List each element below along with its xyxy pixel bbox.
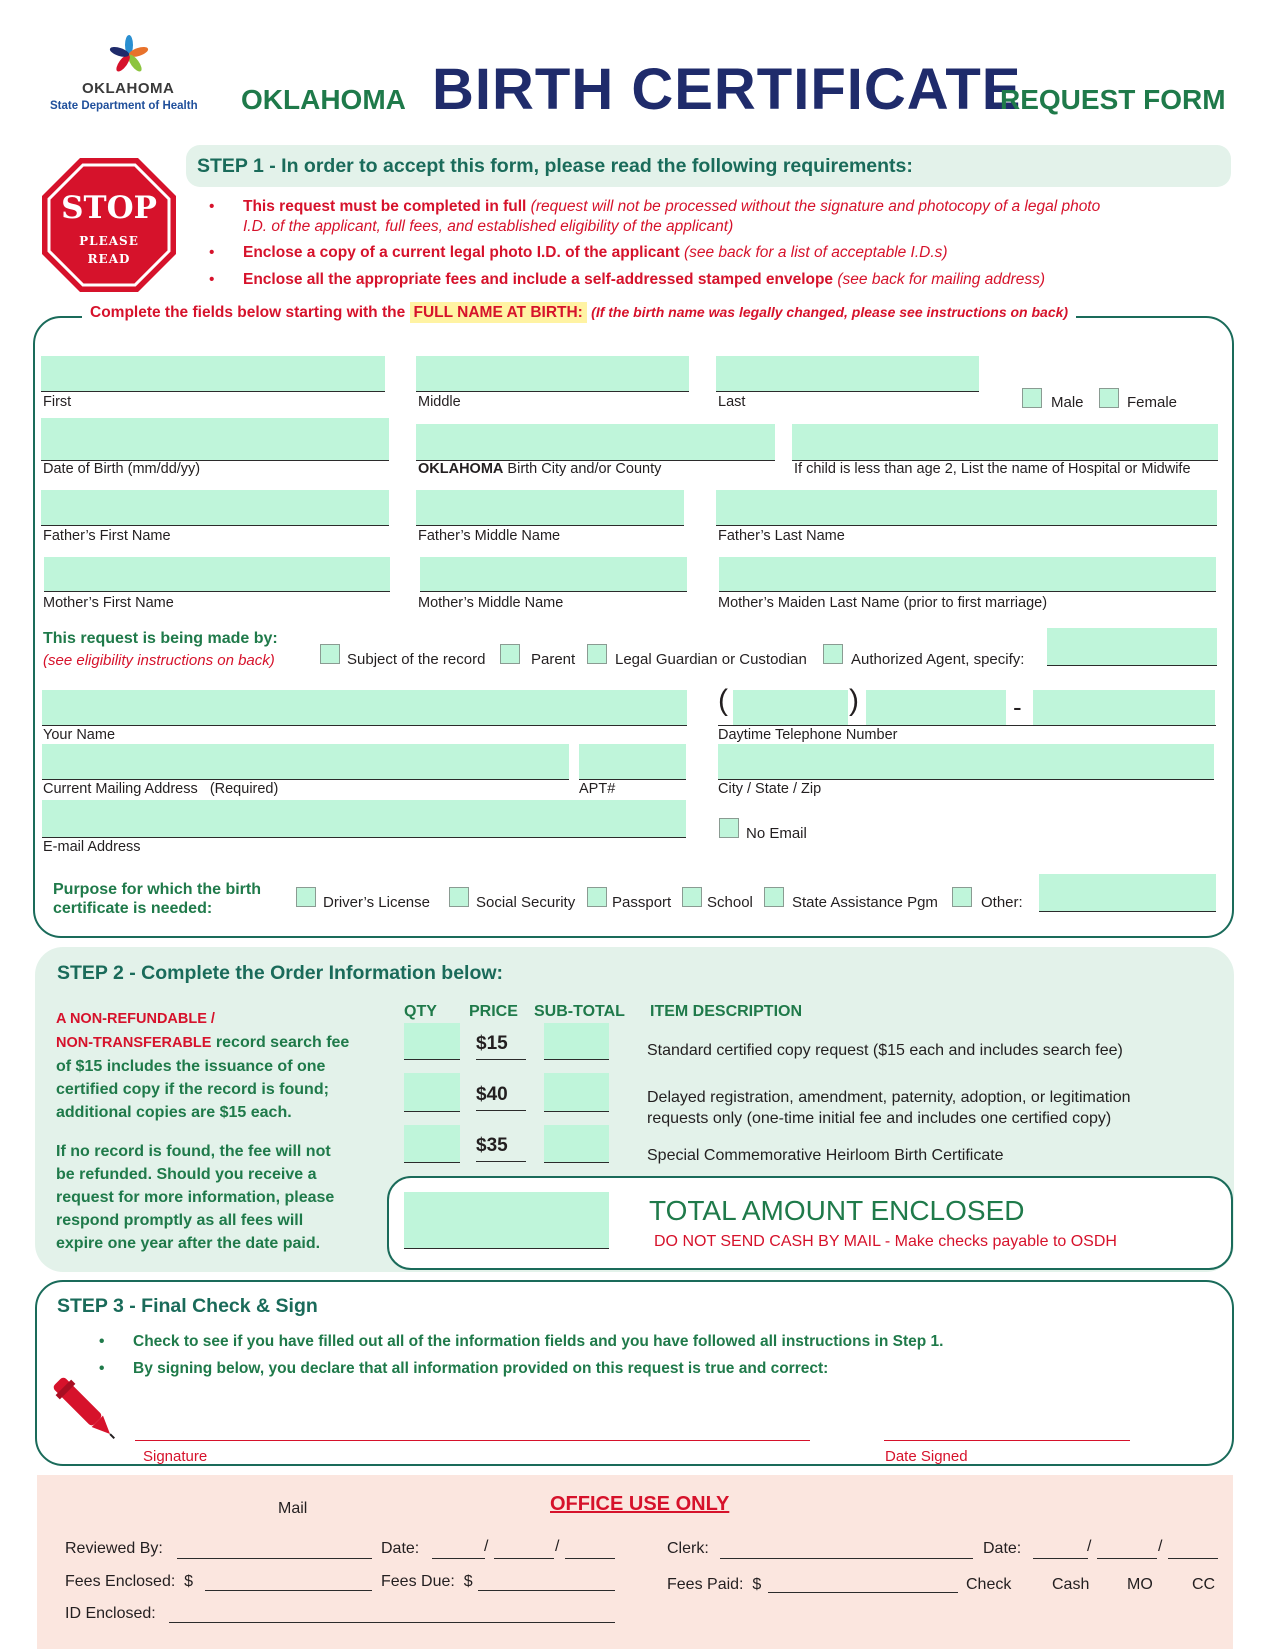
price-1: $15 bbox=[476, 1033, 508, 1054]
ssn-label: Social Security bbox=[476, 894, 576, 911]
agent-specify-field[interactable] bbox=[1047, 628, 1217, 666]
clerk-line[interactable] bbox=[720, 1558, 973, 1559]
dob-label: Date of Birth (mm/dd/yy) bbox=[43, 461, 201, 477]
page-title: BIRTH CERTIFICATE bbox=[432, 57, 1022, 122]
phone-prefix-field[interactable] bbox=[866, 690, 1006, 725]
date-month-line-1[interactable] bbox=[432, 1558, 485, 1559]
purpose-heading: Purpose for which the birth certificate is needed: bbox=[53, 881, 262, 917]
guardian-checkbox[interactable] bbox=[587, 644, 607, 664]
item-desc-1: Standard certified copy request ($15 each and includes search fee) bbox=[647, 1042, 1123, 1059]
reviewed-line[interactable] bbox=[177, 1558, 372, 1559]
city-label: City / State / Zip bbox=[718, 781, 822, 797]
no-email-label: No Email bbox=[746, 825, 807, 842]
date-signed-label: Date Signed bbox=[885, 1448, 968, 1465]
city-field[interactable] bbox=[718, 744, 1214, 780]
requirement-2: • Enclose a copy of a current legal photo I.D. of the applicant (see back for a list of acceptable I.D.s) bbox=[243, 244, 948, 262]
fees-due-label: Fees Due: $ bbox=[381, 1573, 473, 1590]
col-desc: ITEM DESCRIPTION bbox=[650, 1003, 803, 1020]
assistance-checkbox[interactable] bbox=[764, 887, 784, 907]
signature-label: Signature bbox=[143, 1448, 208, 1465]
stop-sub1: PLEASE bbox=[79, 234, 139, 248]
logo bbox=[50, 34, 210, 114]
phone-open-paren: ( bbox=[718, 684, 728, 717]
title-right: REQUEST FORM bbox=[1000, 84, 1226, 115]
request-by-heading: This request is being made by: bbox=[43, 630, 278, 647]
fees-enclosed-label: Fees Enclosed: $ bbox=[65, 1573, 194, 1590]
subtotal-field-3[interactable] bbox=[544, 1125, 609, 1163]
qty-field-2[interactable] bbox=[404, 1073, 460, 1112]
phone-line-field[interactable] bbox=[1033, 690, 1215, 725]
phone-close-paren: ) bbox=[849, 684, 859, 717]
other-label: Other: bbox=[981, 894, 1023, 911]
apt-label: APT# bbox=[579, 781, 616, 797]
first-label: First bbox=[43, 394, 72, 410]
mother-middle-field[interactable] bbox=[420, 557, 687, 592]
other-specify-field[interactable] bbox=[1039, 874, 1216, 912]
date-slash-2a: / bbox=[1087, 1538, 1092, 1555]
requirement-1: • This request must be completed in full (request will not be processed without the signature and photocopy of a legal photo I.D. of the applicant, full fees, and established eligibility of the applicant) bbox=[243, 197, 1203, 237]
request-by-note: (see eligibility instructions on back) bbox=[43, 652, 275, 669]
date-label-2: Date: bbox=[983, 1540, 1022, 1557]
signature-line bbox=[135, 1440, 810, 1441]
address-label: Current Mailing Address (Required) bbox=[43, 781, 279, 797]
assistance-label: State Assistance Pgm bbox=[792, 894, 938, 911]
logo-state-text: OKLAHOMA bbox=[82, 80, 175, 97]
osdh-star-logo-icon bbox=[108, 34, 150, 76]
price-underline-1 bbox=[476, 1059, 526, 1060]
middle-label: Middle bbox=[418, 394, 461, 410]
date-month-line-2[interactable] bbox=[1033, 1558, 1088, 1559]
mail-label: Mail bbox=[278, 1500, 308, 1517]
last-name-field[interactable] bbox=[716, 356, 979, 392]
clerk-label: Clerk: bbox=[667, 1540, 709, 1557]
passport-label: Passport bbox=[612, 894, 672, 911]
father-last-field[interactable] bbox=[716, 490, 1217, 526]
date-day-line-1[interactable] bbox=[494, 1558, 554, 1559]
fees-due-line[interactable] bbox=[478, 1590, 615, 1591]
stop-word: STOP bbox=[61, 190, 157, 226]
last-label: Last bbox=[718, 394, 746, 410]
check-item-2: • By signing below, you declare that all information provided on this request is true and correct: bbox=[133, 1360, 828, 1378]
col-subtotal: SUB-TOTAL bbox=[534, 1003, 625, 1020]
female-label: Female bbox=[1127, 394, 1178, 411]
address-field[interactable] bbox=[42, 744, 569, 780]
mother-maiden-label: Mother’s Maiden Last Name (prior to first marriage) bbox=[718, 595, 1048, 611]
mother-maiden-field[interactable] bbox=[719, 557, 1216, 592]
phone-area-field[interactable] bbox=[733, 690, 848, 725]
subject-checkbox[interactable] bbox=[320, 644, 340, 664]
fees-paid-label: Fees Paid: $ bbox=[667, 1576, 762, 1593]
step2-heading: STEP 2 - Complete the Order Information below: bbox=[57, 962, 504, 984]
male-checkbox[interactable] bbox=[1022, 388, 1042, 408]
birth-city-label: OKLAHOMA Birth City and/or County bbox=[418, 461, 662, 477]
agent-checkbox[interactable] bbox=[823, 644, 843, 664]
male-label: Male bbox=[1051, 394, 1084, 411]
office-title: OFFICE USE ONLY bbox=[550, 1493, 730, 1515]
total-label: TOTAL AMOUNT ENCLOSED bbox=[649, 1195, 1025, 1226]
subject-label: Subject of the record bbox=[347, 651, 486, 668]
phone-label: Daytime Telephone Number bbox=[718, 727, 898, 743]
check-option[interactable]: Check bbox=[966, 1576, 1012, 1593]
hospital-field[interactable] bbox=[792, 424, 1218, 461]
price-underline-3 bbox=[476, 1161, 526, 1162]
your-name-label: Your Name bbox=[43, 727, 116, 743]
other-checkbox[interactable] bbox=[952, 887, 972, 907]
pen-icon bbox=[50, 1370, 122, 1450]
subtotal-field-2[interactable] bbox=[544, 1073, 609, 1112]
date-day-line-2[interactable] bbox=[1097, 1558, 1157, 1559]
qty-field-1[interactable] bbox=[404, 1023, 460, 1060]
cash-option[interactable]: Cash bbox=[1052, 1576, 1090, 1593]
price-underline-2 bbox=[476, 1110, 526, 1111]
agent-label: Authorized Agent, specify: bbox=[851, 651, 1025, 668]
check-item-1: • Check to see if you have filled out all of the information fields and you have followed all instructions in Step 1. bbox=[133, 1333, 943, 1351]
guardian-label: Legal Guardian or Custodian bbox=[615, 651, 807, 668]
mother-first-field[interactable] bbox=[44, 557, 390, 592]
title-left: OKLAHOMA bbox=[241, 84, 406, 115]
school-checkbox[interactable] bbox=[682, 887, 702, 907]
date-slash-1b: / bbox=[555, 1538, 560, 1555]
price-2: $40 bbox=[476, 1084, 508, 1105]
cc-option[interactable]: CC bbox=[1192, 1576, 1216, 1593]
qty-field-3[interactable] bbox=[404, 1125, 460, 1163]
mother-first-label: Mother’s First Name bbox=[43, 595, 174, 611]
school-label: School bbox=[707, 894, 753, 911]
birth-city-field[interactable] bbox=[416, 424, 775, 461]
dob-field[interactable] bbox=[41, 418, 389, 461]
date-year-line-2[interactable] bbox=[1168, 1558, 1218, 1559]
passport-checkbox[interactable] bbox=[587, 887, 607, 907]
your-name-field[interactable] bbox=[42, 690, 687, 726]
stop-sub2: READ bbox=[87, 252, 131, 266]
apt-field[interactable] bbox=[579, 744, 686, 780]
parent-checkbox[interactable] bbox=[500, 644, 520, 664]
price-3: $35 bbox=[476, 1135, 508, 1156]
step1-heading: STEP 1 - In order to accept this form, please read the following requirements: bbox=[197, 155, 913, 177]
fee-note: A NON-REFUNDABLE / NON-TRANSFERABLE record search fee of $15 includes the issuance of one certified copy if the record is found; additional copies are $15 each. bbox=[56, 1011, 350, 1121]
date-year-line-1[interactable] bbox=[565, 1558, 615, 1559]
item-desc-3: Special Commemorative Heirloom Birth Certificate bbox=[647, 1147, 1004, 1164]
stop-sign bbox=[40, 156, 178, 294]
subtotal-field-1[interactable] bbox=[544, 1023, 609, 1060]
id-enclosed-label: ID Enclosed: bbox=[65, 1605, 156, 1622]
father-first-label: Father’s First Name bbox=[43, 528, 171, 544]
email-field[interactable] bbox=[42, 800, 686, 838]
license-checkbox[interactable] bbox=[296, 887, 316, 907]
date-signed-line bbox=[884, 1440, 1130, 1441]
middle-name-field[interactable] bbox=[416, 356, 689, 392]
hospital-label: If child is less than age 2, List the name of Hospital or Midwife bbox=[794, 461, 1191, 477]
requirement-3: • Enclose all the appropriate fees and include a self-addressed stamped envelope (see back for mailing address) bbox=[243, 271, 1045, 289]
license-label: Driver’s License bbox=[323, 894, 430, 911]
date-label-1: Date: bbox=[381, 1540, 420, 1557]
date-slash-1a: / bbox=[484, 1538, 489, 1555]
date-slash-2b: / bbox=[1158, 1538, 1163, 1555]
phone-dash: - bbox=[1013, 692, 1022, 722]
mother-middle-label: Mother’s Middle Name bbox=[418, 595, 564, 611]
logo-dept-text: State Department of Health bbox=[50, 100, 198, 112]
fields-intro: Complete the fields below starting with the FULL NAME AT BIRTH: (If the birth name was legally changed, please see instructions on back) bbox=[82, 304, 1076, 322]
total-field[interactable] bbox=[404, 1192, 609, 1249]
step3-heading: STEP 3 - Final Check & Sign bbox=[57, 1295, 318, 1317]
total-note: DO NOT SEND CASH BY MAIL - Make checks payable to OSDH bbox=[654, 1233, 1117, 1250]
refund-note: If no record is found, the fee will not be refunded. Should you receive a request for more information, please respond promptly as all fees will expire one year after the date paid. bbox=[56, 1143, 335, 1252]
reviewed-label: Reviewed By: bbox=[65, 1540, 163, 1557]
item-desc-2: Delayed registration, amendment, paternity, adoption, or legitimation requests only (one-time initial fee and includes one certified copy) bbox=[647, 1089, 1131, 1127]
email-label: E-mail Address bbox=[43, 839, 141, 855]
col-price: PRICE bbox=[469, 1003, 518, 1020]
female-checkbox[interactable] bbox=[1099, 388, 1119, 408]
no-email-checkbox[interactable] bbox=[719, 818, 739, 838]
father-first-field[interactable] bbox=[41, 490, 389, 526]
father-middle-field[interactable] bbox=[416, 490, 684, 526]
ssn-checkbox[interactable] bbox=[449, 887, 469, 907]
fees-paid-line[interactable] bbox=[768, 1592, 958, 1593]
col-qty: QTY bbox=[404, 1003, 437, 1020]
parent-label: Parent bbox=[531, 651, 576, 668]
fees-enclosed-line[interactable] bbox=[205, 1590, 372, 1591]
phone-underline bbox=[718, 725, 1216, 726]
id-enclosed-line[interactable] bbox=[169, 1622, 615, 1623]
first-name-field[interactable] bbox=[41, 356, 385, 392]
father-middle-label: Father’s Middle Name bbox=[418, 528, 561, 544]
mo-option[interactable]: MO bbox=[1127, 1576, 1153, 1593]
father-last-label: Father’s Last Name bbox=[718, 528, 845, 544]
